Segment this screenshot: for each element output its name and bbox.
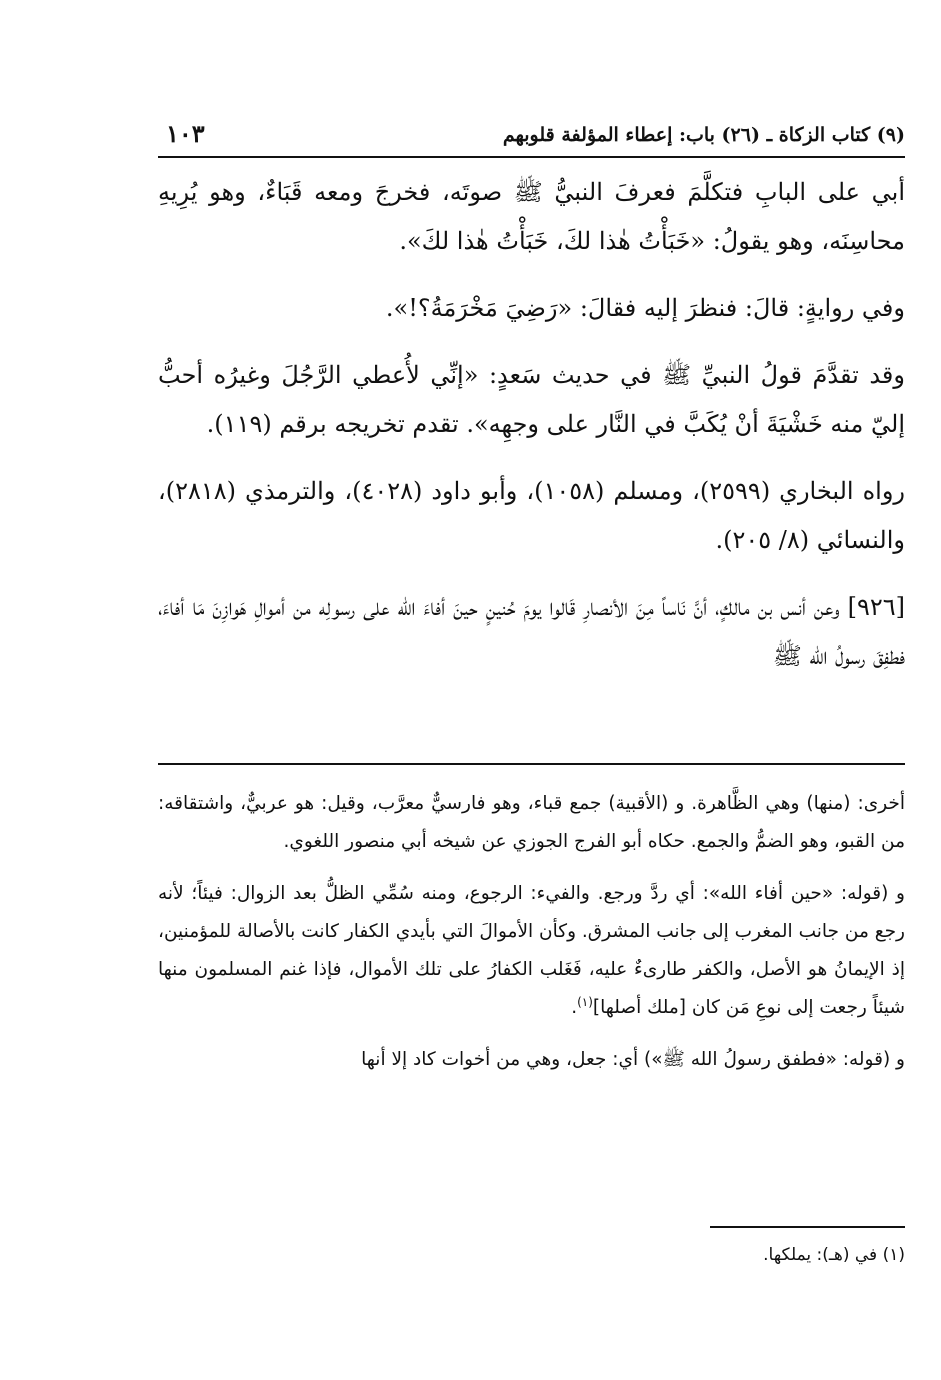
- footnote-marker: (١): [577, 994, 593, 1009]
- footnote: (١) في (هـ): يملكها.: [763, 1245, 905, 1265]
- commentary-notes: [158, 785, 905, 1093]
- main-paragraph: أبي على البابِ فتكلَّمَ فعرفَ النبيُّ ﷺ صوتَه، فخرجَ ومعه قَبَاءٌ، وهو يُرِيهِ محاسِنَه، وهو يقولُ: «خَبَأْتُ هٰذا لكَ، خَبَأْتُ هٰذا لكَ».: [158, 178, 905, 255]
- main-text: [158, 168, 905, 699]
- page-number: ١٠٣: [166, 119, 205, 148]
- note-paragraph: أخرى: (منها) وهي الظَّاهرة. و (الأقبية) جمع قباء، وهو فارسيٌّ معرَّب، وقيل: هو عربيٌّ، واشتقاقه: من القبو، وهو الضمُّ والجمع. حكاه أبو الفرج الجوزي عن شيخه أبي منصور اللغوي.: [158, 793, 905, 852]
- running-header: [158, 112, 905, 158]
- main-paragraph: رواه البخاري (٢٥٩٩)، ومسلم (١٠٥٨)، وأبو داود (٤٠٢٨)، والترمذي (٢٨١٨)، والنسائي (٨/ ٢٠٥).: [158, 477, 905, 554]
- footnote-rule: [710, 1226, 905, 1228]
- main-paragraph: وفي روايةٍ: قالَ: فنظرَ إليه فقالَ: «رَضِيَ مَخْرَمَةُ؟!».: [385, 294, 905, 322]
- running-title: (٩) كتاب الزكاة ـ (٢٦) باب: إعطاء المؤلفة قلوبهم: [502, 124, 905, 146]
- note-paragraph-with-ref: و (قوله: «حين أفاء الله»: أي ردَّ ورجع. والفيء: الرجوع، ومنه سُمِّي الظلُّ بعد الزوال: فيئاً؛ لأنه رجع من جانب المغرب إلى جانب المشرق. وكأن الأموالَ التي بأيدي الكفار كانت بالأصالة للمؤمنين، إذ الإيمانُ هو الأصل، والكفر طارىءٌ عليه، فَغَلب الكفارُ على تلك الأموال، فإذا غنم المسلمون منها شيئاً رجعت إلى نوعِ مَن كان [ملك أصلها]$^{(١)}$.: [158, 883, 905, 1018]
- hadith-paragraph: [٩٢٦] وعن أنس بن مالكٍ، أنَّ نَاساً مِنَ الأنصارِ قَالوا يومَ حُنينٍ حينَ أفاءَ الله على رسولِه من أموالِ هَوازِنَ مَا أفاءَ، فطفِقَ رسولُ الله ﷺ: [158, 593, 905, 670]
- note-paragraph: و (قوله: «فطفق رسولُ الله ﷺ») أي: جعل، وهي من أخوات كاد إلا أنها: [361, 1049, 905, 1070]
- main-paragraph: وقد تقدَّمَ قولُ النبيِّ ﷺ في حديث سَعدٍ: «إنِّي لأُعطي الرَّجُلَ وغيرُه أحبُّ إليّ منه خَشْيَةَ أنْ يُكَبَّ في النَّار على وجهِه». تقدم تخريجه برقم (١١٩).: [158, 361, 905, 438]
- note-text: و (قوله: «حين أفاء الله»: أي ردَّ ورجع. والفيء: الرجوع، ومنه سُمِّي الظلُّ بعد الزوال: فيئاً؛ لأنه رجع من جانب المغرب إلى جانب المشرق. وكأن الأموالَ التي بأيدي الكفار كانت بالأصالة للمؤمنين، إذ الإيمانُ هو الأصل، والكفر طارىءٌ عليه، فَغَلب الكفارُ على تلك الأموال، فإذا غنم المسلمون منها شيئاً رجعت إلى نوعِ مَن كان [ملك أصلها]: [158, 883, 905, 1018]
- section-separator: [158, 763, 905, 765]
